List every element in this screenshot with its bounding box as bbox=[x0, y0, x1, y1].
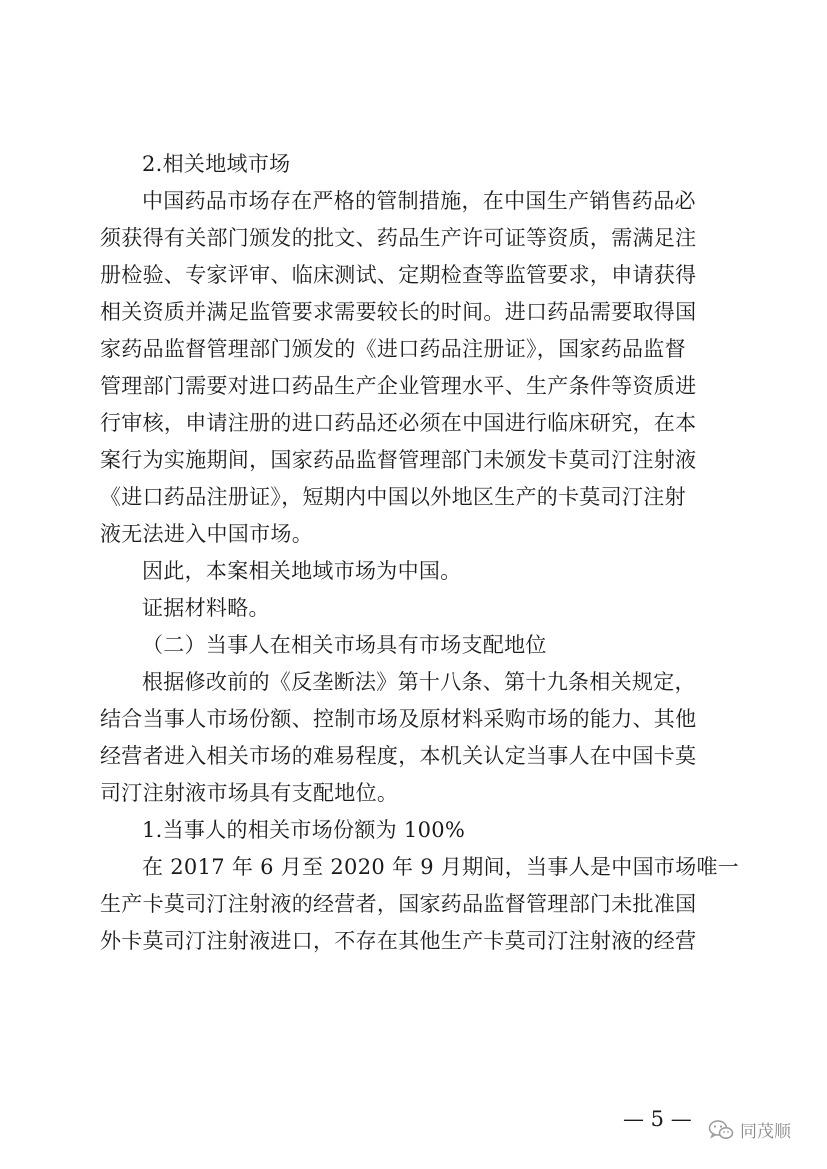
text-line: 册检验、专家评审、临床测试、定期检查等监管要求，申请获得 bbox=[100, 263, 697, 287]
text-line: 《进口药品注册证》，短期内中国以外地区生产的卡莫司汀注射 bbox=[100, 485, 686, 509]
text-line: 结合当事人市场份额、控制市场及原材料采购市场的能力、其他 bbox=[100, 707, 697, 731]
paragraph-legal-basis bbox=[100, 664, 728, 812]
paragraph-conclusion bbox=[100, 553, 728, 590]
subheading-market-share bbox=[100, 812, 728, 849]
section-heading-dominance bbox=[100, 627, 728, 664]
text-line: 案行为实施期间，国家药品监督管理部门未颁发卡莫司汀注射液 bbox=[100, 448, 697, 472]
paragraph-market-share bbox=[100, 849, 740, 960]
text-line: 1.当事人的相关市场份额为 100% bbox=[142, 818, 466, 842]
watermark bbox=[708, 1117, 791, 1142]
page-number: — 5 — bbox=[623, 1107, 692, 1131]
text-line: 相关资质并满足监管要求需要较长的时间。进口药品需要取得国 bbox=[100, 300, 697, 324]
text-line: 2.相关地域市场 bbox=[142, 152, 291, 176]
text-line: （二）当事人在相关市场具有市场支配地位 bbox=[142, 633, 547, 657]
text-line: 经营者进入相关市场的难易程度，本机关认定当事人在中国卡莫 bbox=[100, 744, 697, 768]
text-line: 行审核，申请注册的进口药品还必须在中国进行临床研究，在本 bbox=[100, 411, 697, 435]
text-line: 证据材料略。 bbox=[142, 596, 270, 620]
text-line: 中国药品市场存在严格的管制措施，在中国生产销售药品必 bbox=[142, 189, 696, 213]
watermark-text: 同茂顺 bbox=[740, 1122, 791, 1142]
text-line: 司汀注射液市场具有支配地位。 bbox=[100, 781, 399, 805]
text-line: 在 2017 年 6 月至 2020 年 9 月期间，当事人是中国市场唯一 bbox=[142, 855, 740, 879]
text-line: 液无法进入中国市场。 bbox=[100, 522, 313, 546]
text-line: 因此，本案相关地域市场为中国。 bbox=[142, 559, 462, 583]
section-heading-regional-market bbox=[100, 146, 728, 183]
paragraph-regulation bbox=[100, 183, 728, 553]
text-line: 管理部门需要对进口药品生产企业管理水平、生产条件等资质进 bbox=[100, 374, 697, 398]
text-line: 家药品监督管理部门颁发的《进口药品注册证》，国家药品监督 bbox=[100, 337, 686, 361]
document-body bbox=[100, 146, 740, 960]
text-line: 根据修改前的《反垄断法》第十八条、第十九条相关规定， bbox=[142, 670, 696, 694]
text-line: 生产卡莫司汀注射液的经营者，国家药品监督管理部门未批准国 bbox=[100, 892, 697, 916]
text-line: 须获得有关部门颁发的批文、药品生产许可证等资质，需满足注 bbox=[100, 226, 697, 250]
wechat-icon bbox=[708, 1119, 734, 1141]
text-line: 外卡莫司汀注射液进口，不存在其他生产卡莫司汀注射液的经营 bbox=[100, 929, 697, 953]
paragraph-evidence bbox=[100, 590, 728, 627]
